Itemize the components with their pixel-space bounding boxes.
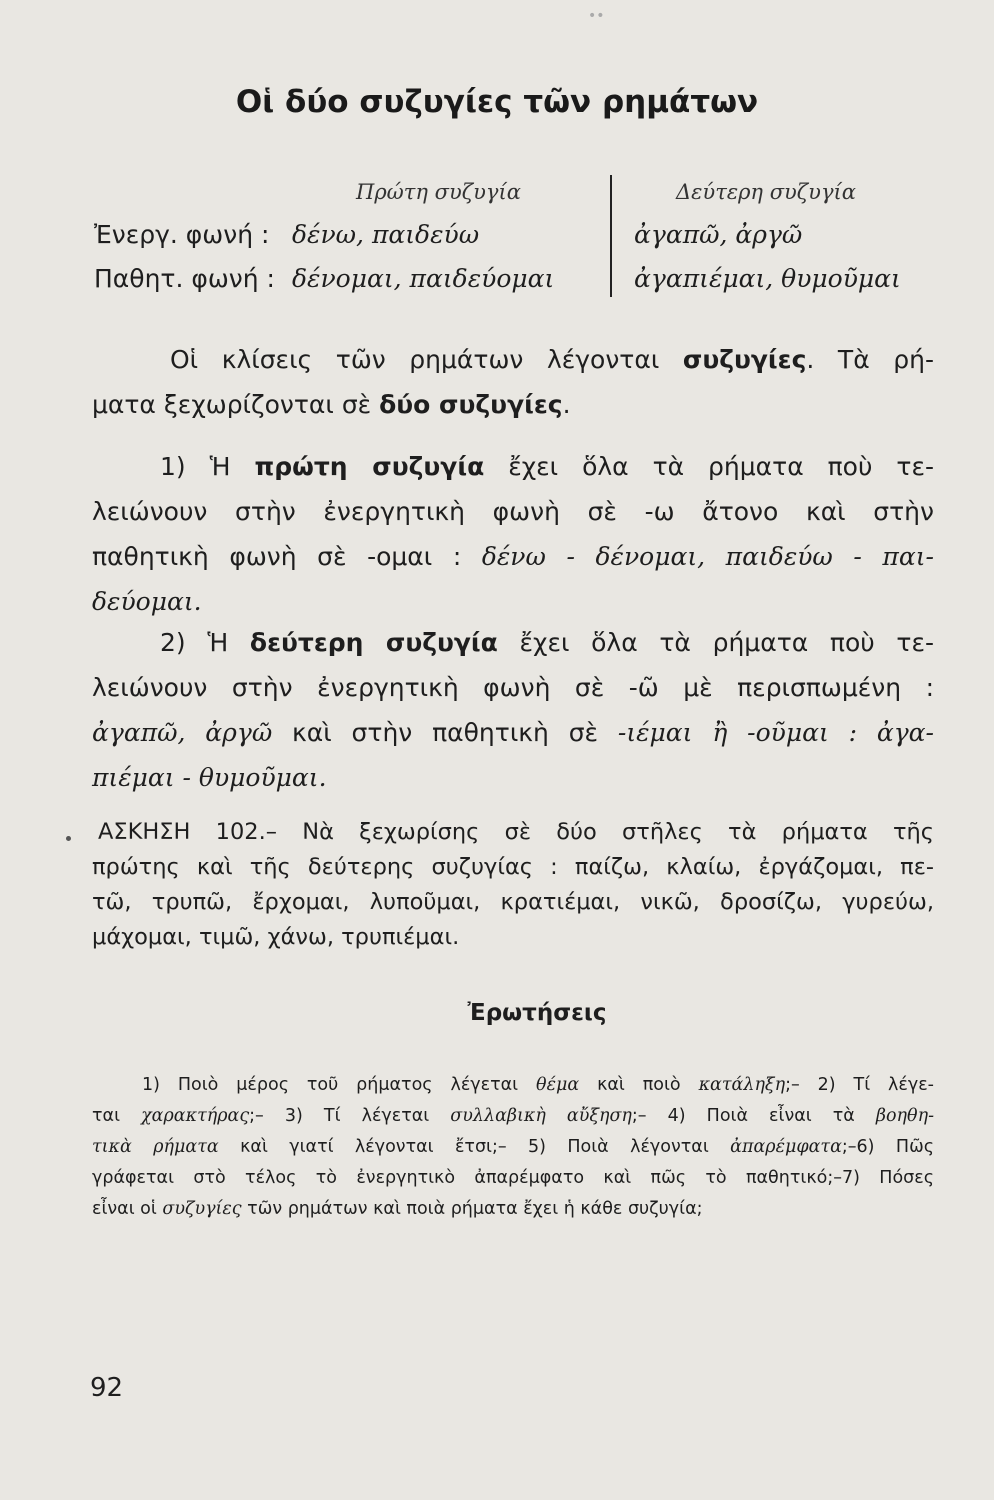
question-text: τῶν ρημάτων καὶ ποιὰ ρήματα ἔχει ἡ κάθε συζυγία; [241,1199,703,1219]
question-term: βοηθη- [875,1106,934,1126]
question-term: συλλαβικὴ αὔξηση [450,1106,632,1126]
second-conjugation-paragraph [92,620,934,800]
first-conjugation-paragraph [92,444,934,624]
example-italic: πιέμαι - θυμοῦμαι. [92,763,327,792]
example-italic: ἀγαπῶ, ἀργῶ [92,718,273,747]
first-conjugation-term: πρώτη συζυγία [254,452,485,481]
exercise-line: μάχομαι, τιμῶ, χάνω, τρυπιέμαι. [92,924,460,950]
row-passive-col1: δένομαι, παιδεύομαι [292,264,555,293]
example-italic: δεύομαι. [92,587,202,616]
question-text: ;– 4) Ποιὰ εἶναι τὰ [631,1106,876,1126]
page-title: Οἱ δύο συζυγίες τῶν ρημάτων [235,84,759,120]
question-text: γράφεται στὸ τέλος τὸ ἐνεργητικὸ ἀπαρέμφατο καὶ πῶς τὸ παθητικό;–7) Πόσες [92,1168,934,1188]
question-term: συζυγίες [162,1199,242,1219]
question-text: καὶ γιατί λέγονται ἔτσι;– 5) Ποιὰ λέγονται [218,1137,731,1157]
intro-text: ματα ξεχωρίζονται σὲ [92,390,380,419]
para-text: 1) Ἡ [160,452,255,481]
row-active-label: Ἐνεργ. φωνή : [94,220,270,249]
row-active-col1: δένω, παιδεύω [292,220,480,249]
exercise-line: πρώτης καὶ τῆς δεύτερης συζυγίας : παίζω, κλαίω, ἐργάζομαι, πε- [92,854,934,880]
para-text: λειώνουν στὴν ἐνεργητικὴ φωνὴ σὲ -ῶ μὲ περισπωμένη : [92,673,934,702]
question-text: 1) Ποιὸ μέρος τοῦ ρήματος λέγεται [142,1075,537,1095]
question-text: ;– 2) Τί λέγε- [785,1075,934,1095]
question-text: ;– 3) Τί λέγεται [249,1106,451,1126]
intro-bold: συζυγίες [682,345,807,374]
question-term: κατάληξη [698,1075,786,1095]
question-term: τικὰ ρήματα [92,1137,219,1157]
para-text: ἔχει ὅλα τὰ ρήματα ποὺ τε- [497,628,934,657]
question-term: θέμα [536,1075,580,1095]
question-term: ἀπαρέμφατα [730,1137,842,1157]
para-text: καὶ στὴν παθητικὴ σὲ [272,718,618,747]
para-text: λειώνουν στὴν ἐνεργητικὴ φωνὴ σὲ -ω ἄτονο καὶ στὴν [92,497,934,526]
intro-text: . Τὰ ρή- [806,345,934,374]
intro-paragraph [92,337,934,427]
para-text: ἔχει ὅλα τὰ ρήματα ποὺ τε- [484,452,934,481]
intro-text: . [562,390,571,419]
example-italic: -ιέμαι ἢ -οῦμαι : ἀγα- [617,718,935,747]
question-text: καὶ ποιὸ [579,1075,699,1095]
col2-header: Δεύτερη συζυγία [676,180,856,204]
second-conjugation-term: δεύτερη συζυγία [249,628,498,657]
question-term: χαρακτήρας [141,1106,250,1126]
example-italic: δένω - δένομαι, παιδεύω - παι- [481,542,934,571]
intro-text: Οἱ κλίσεις τῶν ρημάτων λέγονται [170,345,683,374]
intro-bold: δύο συζυγίες [379,390,563,419]
row-passive-col2: ἀγαπιέμαι, θυμοῦμαι [634,264,901,293]
top-ink-mark: •• [588,8,605,24]
question-text: εἶναι οἱ [92,1199,163,1219]
margin-dot [66,836,71,841]
para-text: παθητικὴ φωνὴ σὲ -ομαι : [92,542,482,571]
exercise-line: ΑΣΚΗΣΗ 102.– Νὰ ξεχωρίσης σὲ δύο στῆλες τὰ ρήματα τῆς [98,819,934,845]
exercise-line: τῶ, τρυπῶ, ἔρχομαι, λυποῦμαι, κρατιέμαι, νικῶ, δροσίζω, γυρεύω, [92,889,934,915]
para-text: 2) Ἡ [160,628,250,657]
row-active-col2: ἀγαπῶ, ἀργῶ [634,220,803,249]
col1-header: Πρώτη συζυγία [356,180,521,204]
exercise-block [92,815,934,955]
row-passive-label: Παθητ. φωνή : [94,264,275,293]
page-number: 92 [90,1373,124,1403]
questions-block [92,1070,934,1225]
question-text: ται [92,1106,142,1126]
questions-heading: Ἐρωτήσεις [467,1000,607,1026]
question-text: ;–6) Πῶς [841,1137,934,1157]
table-divider [610,175,612,297]
